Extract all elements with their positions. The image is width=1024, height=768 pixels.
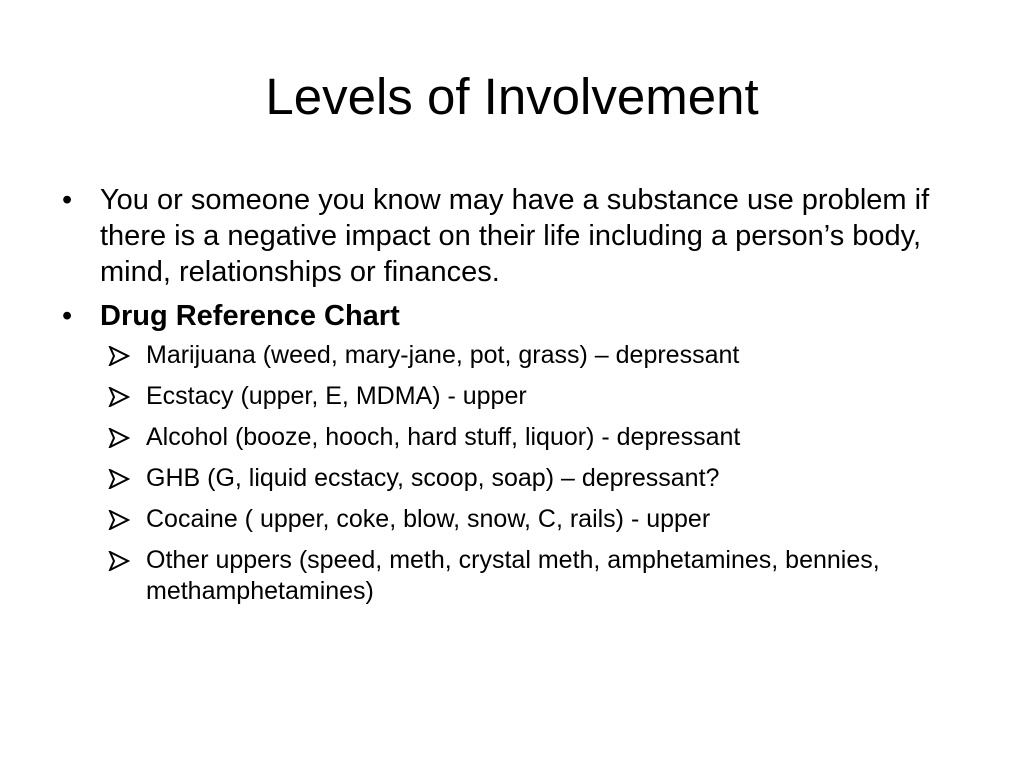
sub-bullet-item [62,504,962,535]
bullet-text: You or someone you know may have a substance use problem if there is a negative impact on their life including a person’s body, mind, relationships or finances. [100,184,930,288]
arrow-bullet-icon [108,510,130,530]
sub-bullet-item [62,463,962,494]
bullet-dot-icon: • [62,184,73,216]
sub-bullet-item [62,340,962,371]
sub-bullet-text: Cocaine ( upper, coke, blow, snow, C, rails) - upper [146,505,711,533]
drug-reference-list [62,340,962,607]
bullet-text-heading: Drug Reference Chart [100,300,400,332]
bullet-dot-icon: • [62,300,73,332]
bullet-item [62,182,962,290]
arrow-bullet-icon [108,428,130,448]
sub-bullet-text: GHB (G, liquid ecstacy, scoop, soap) – depressant? [146,464,720,492]
sub-bullet-text: Marijuana (weed, mary-jane, pot, grass) – depressant [146,341,740,369]
sub-bullet-item [62,545,962,607]
sub-bullet-text: Ecstacy (upper, E, MDMA) - upper [146,382,527,410]
bullet-item [62,298,962,334]
arrow-bullet-icon [108,551,130,571]
arrow-bullet-icon [108,469,130,489]
sub-bullet-text: Alcohol (booze, hooch, hard stuff, liquor) - depressant [146,423,741,451]
arrow-bullet-icon [108,387,130,407]
sub-bullet-item [62,381,962,412]
slide-title: Levels of Involvement [265,68,759,125]
slide-body [62,182,962,617]
sub-bullet-text: Other uppers (speed, meth, crystal meth, amphetamines, bennies, methamphetamines) [146,546,880,605]
sub-bullet-item [62,422,962,453]
arrow-bullet-icon [108,346,130,366]
